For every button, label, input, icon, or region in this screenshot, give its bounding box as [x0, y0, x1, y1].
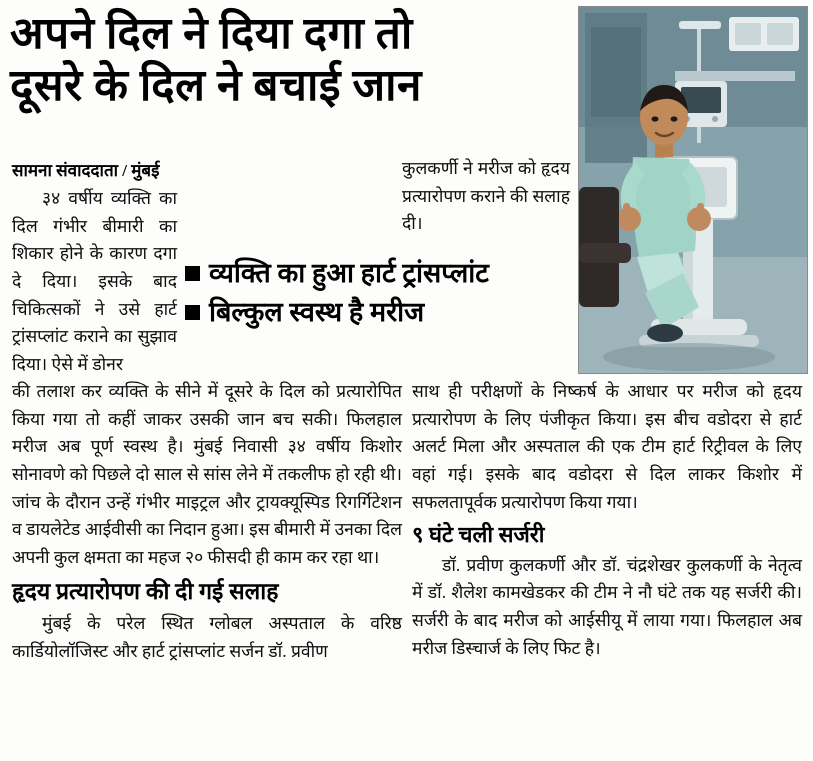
column-right-main [412, 378, 802, 664]
right-subheading: ९ घंटे चली सर्जरी [412, 522, 545, 548]
bullet-item [185, 258, 570, 289]
photo-illustration [579, 7, 807, 373]
bullet-label-1: व्यक्ति का हुआ हार्ट ट्रांसप्लांट [209, 258, 489, 288]
square-bullet-icon [185, 305, 200, 320]
square-bullet-icon [185, 266, 200, 281]
column-top-left [12, 185, 177, 380]
headline [10, 8, 570, 112]
headline-line-1: अपने दिल ने दिया दगा तो [10, 9, 413, 58]
bullet-item [185, 297, 570, 328]
column-top-right [402, 155, 570, 240]
article-photo [578, 6, 808, 374]
right-paragraph-1: साथ ही परीक्षणों के निष्कर्ष के आधार पर मरीज को हृदय प्रत्यारोपण के लिए पंजीकृत किया। इस बीच वडोदरा से हार्ट अलर्ट मिला और अस्पताल की एक टीम हार्ट रिट्रीवल के लिए वहां गई। इसके बाद वडोदरा से दिल लाकर किशोर में सफलतापूर्वक प्रत्यारोपण किया गया। [412, 381, 802, 512]
column-left-main [12, 378, 402, 668]
right-paragraph-2: डॉ. प्रवीण कुलकर्णी और डॉ. चंद्रशेखर कुलकर्णी के नेतृत्व में डॉ. शैलेश कामखेडकर की टीम ने नौ घंटे तक यह सर्जरी की। सर्जरी के बाद मरीज को आईसीयू में लाया गया। फिलहाल अब मरीज डिस्चार्ज के लिए फिट है। [412, 554, 802, 658]
byline: सामना संवाददाता / मुंबई [12, 161, 160, 180]
bullet-label-2: बिल्कुल स्वस्थ है मरीज [209, 297, 425, 328]
left-subheading: हृदय प्रत्यारोपण की दी गई सलाह [12, 579, 279, 605]
left-paragraph-2: मुंबई के परेल स्थित ग्लोबल अस्पताल के वरिष्ठ कार्डियोलॉजिस्ट और हार्ट ट्रांसप्लांट सर्जन डॉ. प्रवीण [12, 613, 402, 662]
left-paragraph-1: की तलाश कर व्यक्ति के सीने में दूसरे के दिल को प्रत्यारोपित किया गया तो कहीं जाकर उसकी जान बच सकी। फिलहाल मरीज अब पूर्ण स्वस्थ है। मुंबई निवासी ३४ वर्षीय किशोर सोनावणे को पिछले दो साल से सांस लेने में तकलीफ हो रही थी। जांच के दौरान उन्हें गंभीर माइट्रल और ट्रायक्यूस्पिड रिगर्गिटेशन व डायलेटेड आईवीसी का निदान हुआ। इस बीमारी में उनका दिल अपनी कुल क्षमता का महज २० फीसदी ही काम कर रहा था। [12, 381, 402, 567]
headline-line-2: दूसरे के दिल ने बचाई जान [10, 60, 422, 110]
column-top-left-text: ३४ वर्षीय व्यक्ति का दिल गंभीर बीमारी का शिकार होने के कारण दगा दे दिया। इसके बाद चिकित्सकों ने उसे हार्ट ट्रांसप्लांट कराने का सुझाव दिया। ऐसे में डोनर [12, 188, 177, 374]
bullet-highlights [185, 258, 570, 336]
column-top-right-text: कुलकर्णी ने मरीज को हृदय प्रत्यारोपण कराने की सलाह दी। [402, 158, 570, 234]
